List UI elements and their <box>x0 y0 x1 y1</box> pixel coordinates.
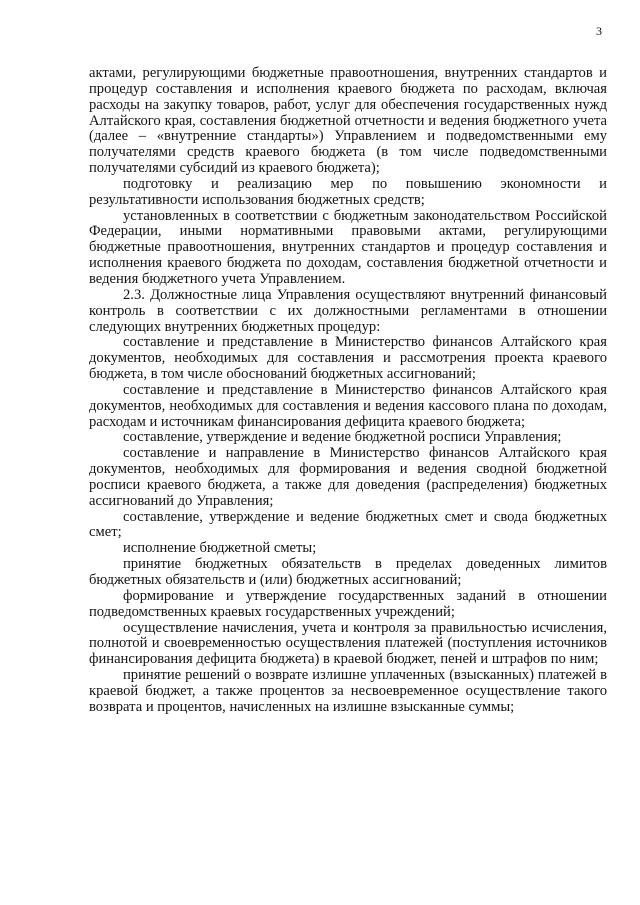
list-item-budget-draft-documents: составление и представление в Министерство финансов Алтайского края документов, необходимых для составления и рассмотрения проекта краевого бюджета, в том числе обоснований бюджетных ассигнований; <box>89 334 607 383</box>
list-item-budget-estimates: составление, утверждение и ведение бюджетных смет и свода бюджетных смет; <box>89 508 607 541</box>
list-item-cash-plan-documents: составление и представление в Министерство финансов Алтайского края документов, необходимых для составления и ведения кассового плана по доходам, расходам и источникам финансирования дефицита краевого бюджета; <box>89 381 607 430</box>
list-item-estimate-execution: исполнение бюджетной сметы; <box>123 540 317 557</box>
list-item-budget-schedule: составление, утверждение и ведение бюджетной росписи Управления; <box>123 429 562 446</box>
document-body <box>89 66 607 716</box>
paragraph-economy-measures: подготовку и реализацию мер по повышению экономности и результативности использования бюджетных средств; <box>89 175 607 208</box>
paragraph-internal-standards-continued: актами, регулирующими бюджетные правоотношения, внутренних стандартов и процедур составления и исполнения краевого бюджета по расходам, включая расходы на закупку товаров, работ, услуг для обеспечения государственных нужд Алтайского края, составления бюджетной отчетности и ведения бюджетного учета (далее – «внутренние стандарты») Управлением и подведомственными ему получателями средств краевого бюджета (в том числе подведомственными получателями субсидий из краевого бюджета); <box>89 65 607 177</box>
page-number: 3 <box>596 24 602 38</box>
paragraph-section-2-3: 2.3. Должностные лица Управления осуществляют внутренний финансовый контроль в соответствии с их должностными регламентами в отношении следующих внутренних бюджетных процедур: <box>89 286 607 335</box>
list-item-budget-obligations: принятие бюджетных обязательств в пределах доведенных лимитов бюджетных обязательств и (или) бюджетных ассигнований; <box>89 556 607 588</box>
list-item-state-assignments: формирование и утверждение государственных заданий в отношении подведомственных краевых государственных учреждений; <box>89 587 607 620</box>
list-item-consolidated-schedule: составление и направление в Министерство финансов Алтайского края документов, необходимых для формирования и ведения сводной бюджетной росписи краевого бюджета, а также для доведения (распределения) бюджетных ассигнований до Управления; <box>89 445 607 509</box>
paragraph-revenue-procedures: установленных в соответствии с бюджетным законодательством Российской Федерации, иными нормативными правовыми актами, регулирующими бюджетные правоотношения, внутренних стандартов и процедур составления и исполнения краевого бюджета по доходам, составления бюджетной отчетности и ведения бюджетного учета Управлением. <box>89 207 607 287</box>
list-item-payment-accrual: осуществление начисления, учета и контроля за правильностью исчисления, полнотой и своевременностью осуществления платежей (поступления источников финансирования дефицита бюджета) в краевой бюджет, пеней и штрафов по ним; <box>89 619 607 668</box>
list-item-overpayment-refund: принятие решений о возврате излишне уплаченных (взысканных) платежей в краевой бюджет, а также процентов за несвоевременное осуществление такого возврата и процентов, начисленных на излишне взысканные суммы; <box>89 667 607 715</box>
